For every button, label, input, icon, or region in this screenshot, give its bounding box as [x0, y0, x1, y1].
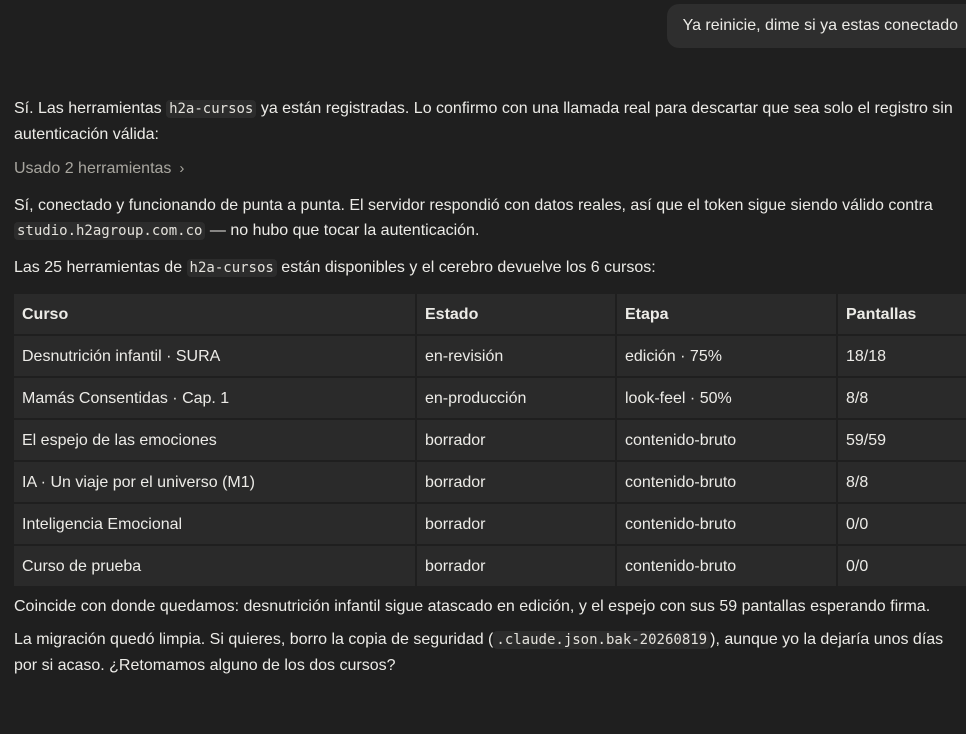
cell-pantallas: 0/0 [838, 546, 966, 586]
cell-estado: borrador [417, 462, 615, 502]
assistant-response [14, 96, 964, 678]
table-header-row [14, 294, 966, 334]
tools-paragraph [14, 255, 964, 281]
cell-etapa: contenido-bruto [617, 420, 836, 460]
table-row [14, 378, 966, 418]
closing-text-start: La migración quedó limpia. Si quieres, borro la copia de seguridad ( [14, 631, 494, 648]
cell-pantallas: 59/59 [838, 420, 966, 460]
cell-pantallas: 18/18 [838, 336, 966, 376]
intro-paragraph [14, 96, 964, 147]
user-message-bubble [667, 4, 966, 48]
cell-curso: Desnutrición infantil · SURA [14, 336, 415, 376]
cell-etapa: look-feel · 50% [617, 378, 836, 418]
intro-text-end: ya están registradas. Lo confirmo con una llamada real para descartar que sea solo el registro sin autenticación válida: [14, 100, 953, 143]
courses-table [12, 292, 966, 588]
closing-paragraph [14, 627, 964, 678]
cell-curso: Inteligencia Emocional [14, 504, 415, 544]
intro-text-start: Sí. Las herramientas [14, 100, 167, 117]
cell-estado: en-revisión [417, 336, 615, 376]
cell-pantallas: 8/8 [838, 378, 966, 418]
cell-pantallas: 0/0 [838, 504, 966, 544]
table-row [14, 504, 966, 544]
chevron-right-icon: › [179, 160, 185, 177]
tools-text-start: Las 25 herramientas de [14, 259, 187, 276]
inline-code-domain: studio.h2agroup.com.co [14, 222, 205, 240]
connection-text-start: Sí, conectado y funcionando de punta a punta. El servidor respondió con datos reales, así que el token sigue siendo válido contra [14, 197, 933, 214]
closing-text-end: ), aunque yo la dejaría unos días por si acaso. ¿Retomamos alguno de los dos cursos? [14, 631, 944, 674]
cell-curso: IA · Un viaje por el universo (M1) [14, 462, 415, 502]
table-row [14, 420, 966, 460]
tools-text-end: están disponibles y el cerebro devuelve los 6 cursos: [276, 259, 656, 276]
table-row [14, 336, 966, 376]
inline-code-tool-name-2: h2a-cursos [187, 259, 277, 277]
cell-curso: El espejo de las emociones [14, 420, 415, 460]
tools-used-toggle[interactable] [14, 156, 184, 181]
column-header-estado: Estado [417, 294, 615, 334]
connection-text-end: — no hubo que tocar la autenticación. [205, 222, 480, 239]
column-header-pantallas: Pantallas [838, 294, 966, 334]
cell-pantallas: 8/8 [838, 462, 966, 502]
column-header-curso: Curso [14, 294, 415, 334]
inline-code-backup-file: .claude.json.bak-20260819 [493, 631, 710, 649]
cell-estado: borrador [417, 420, 615, 460]
cell-estado: en-producción [417, 378, 615, 418]
cell-estado: borrador [417, 546, 615, 586]
inline-code-tool-name: h2a-cursos [166, 100, 256, 118]
cell-etapa: contenido-bruto [617, 504, 836, 544]
cell-etapa: contenido-bruto [617, 546, 836, 586]
cell-curso: Curso de prueba [14, 546, 415, 586]
cell-curso: Mamás Consentidas · Cap. 1 [14, 378, 415, 418]
cell-estado: borrador [417, 504, 615, 544]
column-header-etapa: Etapa [617, 294, 836, 334]
summary-paragraph: Coincide con donde quedamos: desnutrición infantil sigue atascado en edición, y el espejo con sus 59 pantallas esperando firma. [14, 598, 931, 615]
cell-etapa: edición · 75% [617, 336, 836, 376]
user-message-text: Ya reinicie, dime si ya estas conectado [682, 17, 958, 34]
cell-etapa: contenido-bruto [617, 462, 836, 502]
table-row [14, 462, 966, 502]
table-row [14, 546, 966, 586]
connection-paragraph [14, 193, 964, 244]
tools-used-label: Usado 2 herramientas [14, 160, 172, 177]
